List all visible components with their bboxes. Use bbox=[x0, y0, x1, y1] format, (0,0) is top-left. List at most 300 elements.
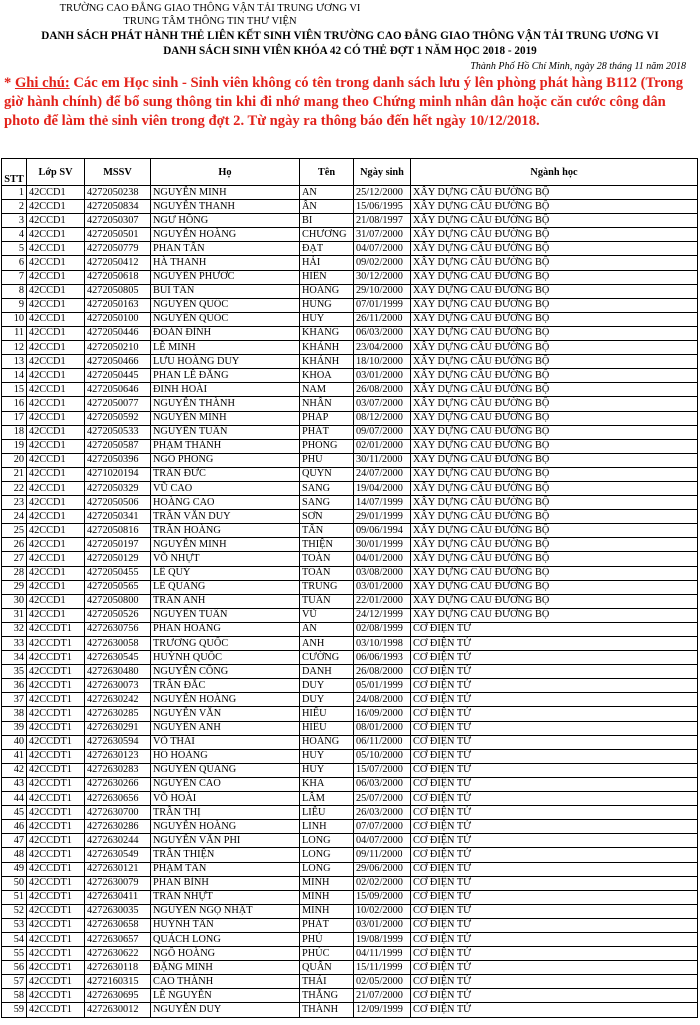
cell-birth-date: 19/08/1999 bbox=[354, 932, 411, 946]
cell-last-name: NGUYỄN MINH bbox=[151, 186, 300, 200]
header-major: Ngành học bbox=[411, 159, 698, 186]
cell-birth-date: 26/11/2000 bbox=[354, 312, 411, 326]
cell-major: CƠ ĐIỆN TỬ bbox=[411, 890, 698, 904]
cell-first-name: HUY bbox=[300, 763, 354, 777]
cell-stt: 40 bbox=[2, 735, 27, 749]
cell-class: 42CCDT1 bbox=[27, 989, 85, 1003]
cell-major: XÂY DỰNG CẦU ĐƯỜNG BỘ bbox=[411, 369, 698, 383]
cell-major: CƠ ĐIỆN TỬ bbox=[411, 721, 698, 735]
cell-last-name: NGUYỄN QUỐC bbox=[151, 312, 300, 326]
table-row bbox=[2, 637, 698, 651]
cell-major: CƠ ĐIỆN TỬ bbox=[411, 932, 698, 946]
cell-last-name: NGUYỄN HOÀNG bbox=[151, 820, 300, 834]
cell-student-id: 4272630121 bbox=[85, 862, 151, 876]
cell-stt: 59 bbox=[2, 1003, 27, 1017]
cell-first-name: ANH bbox=[300, 637, 354, 651]
cell-last-name: NGUYỄN QUỐC bbox=[151, 298, 300, 312]
cell-last-name: PHẠM THÀNH bbox=[151, 439, 300, 453]
cell-stt: 15 bbox=[2, 383, 27, 397]
cell-first-name: HOÀNG bbox=[300, 735, 354, 749]
table-row bbox=[2, 806, 698, 820]
table-row bbox=[2, 735, 698, 749]
cell-major: XÂY DỰNG CẦU ĐƯỜNG BỘ bbox=[411, 228, 698, 242]
cell-birth-date: 30/12/2000 bbox=[354, 270, 411, 284]
cell-student-id: 4272050307 bbox=[85, 214, 151, 228]
cell-class: 42CCDT1 bbox=[27, 777, 85, 791]
table-row bbox=[2, 383, 698, 397]
cell-major: XÂY DỰNG CẦU ĐƯỜNG BỘ bbox=[411, 411, 698, 425]
table-row bbox=[2, 312, 698, 326]
cell-last-name: NGUYỄN QUANG bbox=[151, 763, 300, 777]
cell-birth-date: 15/09/2000 bbox=[354, 890, 411, 904]
cell-class: 42CCD1 bbox=[27, 369, 85, 383]
cell-first-name: QUYN bbox=[300, 467, 354, 481]
cell-class: 42CCD1 bbox=[27, 439, 85, 453]
cell-major: XÂY DỰNG CẦU ĐƯỜNG BỘ bbox=[411, 355, 698, 369]
cell-last-name: VŨ CAO bbox=[151, 481, 300, 495]
cell-birth-date: 09/11/2000 bbox=[354, 848, 411, 862]
cell-birth-date: 15/07/2000 bbox=[354, 763, 411, 777]
cell-first-name: BI bbox=[300, 214, 354, 228]
cell-stt: 8 bbox=[2, 284, 27, 298]
cell-last-name: HỒ HOÀNG bbox=[151, 749, 300, 763]
cell-first-name: HIẾU bbox=[300, 707, 354, 721]
cell-last-name: LÊ QUÝ bbox=[151, 566, 300, 580]
cell-first-name: TẤN bbox=[300, 524, 354, 538]
cell-major: XÂY DỰNG CẦU ĐƯỜNG BỘ bbox=[411, 594, 698, 608]
table-row bbox=[2, 961, 698, 975]
table-row bbox=[2, 510, 698, 524]
cell-last-name: PHẠM TẤN bbox=[151, 862, 300, 876]
cell-birth-date: 06/11/2000 bbox=[354, 735, 411, 749]
cell-last-name: HUỲNH QUỐC bbox=[151, 651, 300, 665]
cell-birth-date: 25/12/2000 bbox=[354, 186, 411, 200]
cell-student-id: 4272630700 bbox=[85, 806, 151, 820]
cell-first-name: ÂN bbox=[300, 200, 354, 214]
cell-birth-date: 02/02/2000 bbox=[354, 876, 411, 890]
cell-first-name: AN bbox=[300, 186, 354, 200]
cell-major: CƠ ĐIỆN TỬ bbox=[411, 989, 698, 1003]
cell-stt: 23 bbox=[2, 496, 27, 510]
cell-major: XÂY DỰNG CẦU ĐƯỜNG BỘ bbox=[411, 608, 698, 622]
cell-stt: 1 bbox=[2, 186, 27, 200]
cell-first-name: LINH bbox=[300, 820, 354, 834]
cell-birth-date: 02/05/2000 bbox=[354, 975, 411, 989]
cell-first-name: HÙNG bbox=[300, 298, 354, 312]
note-prefix: * bbox=[4, 75, 15, 91]
cell-major: CƠ ĐIỆN TỬ bbox=[411, 763, 698, 777]
cell-birth-date: 24/12/1999 bbox=[354, 608, 411, 622]
cell-birth-date: 04/11/1999 bbox=[354, 947, 411, 961]
cell-major: XÂY DỰNG CẦU ĐƯỜNG BỘ bbox=[411, 341, 698, 355]
cell-student-id: 4271020194 bbox=[85, 467, 151, 481]
cell-class: 42CCD1 bbox=[27, 270, 85, 284]
cell-class: 42CCD1 bbox=[27, 538, 85, 552]
cell-last-name: NGUYỄN MINH bbox=[151, 411, 300, 425]
cell-last-name: BÙI TẤN bbox=[151, 284, 300, 298]
cell-stt: 19 bbox=[2, 439, 27, 453]
cell-major: XÂY DỰNG CẦU ĐƯỜNG BỘ bbox=[411, 256, 698, 270]
cell-major: CƠ ĐIỆN TỬ bbox=[411, 876, 698, 890]
cell-birth-date: 03/01/2000 bbox=[354, 580, 411, 594]
cell-major: CƠ ĐIỆN TỬ bbox=[411, 918, 698, 932]
cell-birth-date: 03/01/2000 bbox=[354, 369, 411, 383]
cell-major: CƠ ĐIỆN TỬ bbox=[411, 792, 698, 806]
table-row bbox=[2, 749, 698, 763]
cell-stt: 26 bbox=[2, 538, 27, 552]
cell-last-name: TRẦN HOÀNG bbox=[151, 524, 300, 538]
cell-class: 42CCDT1 bbox=[27, 707, 85, 721]
cell-stt: 3 bbox=[2, 214, 27, 228]
cell-birth-date: 09/07/2000 bbox=[354, 425, 411, 439]
cell-last-name: NGUYỄN ANH bbox=[151, 721, 300, 735]
cell-last-name: VÕ NHỰT bbox=[151, 552, 300, 566]
cell-stt: 56 bbox=[2, 961, 27, 975]
cell-birth-date: 18/10/2000 bbox=[354, 355, 411, 369]
cell-major: CƠ ĐIỆN TỬ bbox=[411, 834, 698, 848]
school-name: TRƯỜNG CAO ĐẲNG GIAO THÔNG VẬN TẢI TRUNG ƯƠNG VI bbox=[59, 3, 361, 14]
cell-first-name: HIỀN bbox=[300, 270, 354, 284]
cell-birth-date: 04/07/2000 bbox=[354, 834, 411, 848]
cell-student-id: 4272050129 bbox=[85, 552, 151, 566]
cell-birth-date: 09/02/2000 bbox=[354, 256, 411, 270]
cell-stt: 34 bbox=[2, 651, 27, 665]
cell-class: 42CCDT1 bbox=[27, 904, 85, 918]
cell-first-name: SƠN bbox=[300, 510, 354, 524]
table-row bbox=[2, 186, 698, 200]
table-row bbox=[2, 693, 698, 707]
cell-last-name: NGUYỄN MINH bbox=[151, 538, 300, 552]
cell-major: CƠ ĐIỆN TỬ bbox=[411, 961, 698, 975]
cell-first-name: HIẾU bbox=[300, 721, 354, 735]
table-row bbox=[2, 200, 698, 214]
cell-first-name: SANG bbox=[300, 496, 354, 510]
cell-student-id: 4272050238 bbox=[85, 186, 151, 200]
cell-birth-date: 23/04/2000 bbox=[354, 341, 411, 355]
cell-birth-date: 26/03/2000 bbox=[354, 806, 411, 820]
cell-birth-date: 03/10/1998 bbox=[354, 637, 411, 651]
cell-first-name: HUY bbox=[300, 749, 354, 763]
cell-class: 42CCDT1 bbox=[27, 693, 85, 707]
table-row bbox=[2, 228, 698, 242]
cell-last-name: ĐOÀN ĐÌNH bbox=[151, 326, 300, 340]
cell-class: 42CCD1 bbox=[27, 496, 85, 510]
cell-last-name: PHAN TẤN bbox=[151, 242, 300, 256]
cell-first-name: KHÁNH bbox=[300, 341, 354, 355]
cell-student-id: 4272050341 bbox=[85, 510, 151, 524]
table-row bbox=[2, 411, 698, 425]
cell-class: 42CCDT1 bbox=[27, 806, 85, 820]
cell-class: 42CCD1 bbox=[27, 594, 85, 608]
cell-class: 42CCDT1 bbox=[27, 932, 85, 946]
cell-student-id: 4272630123 bbox=[85, 749, 151, 763]
cell-major: XÂY DỰNG CẦU ĐƯỜNG BỘ bbox=[411, 214, 698, 228]
table-row bbox=[2, 679, 698, 693]
cell-birth-date: 16/09/2000 bbox=[354, 707, 411, 721]
cell-stt: 58 bbox=[2, 989, 27, 1003]
cell-student-id: 4272050466 bbox=[85, 355, 151, 369]
cell-class: 42CCDT1 bbox=[27, 735, 85, 749]
cell-student-id: 4272630058 bbox=[85, 637, 151, 651]
cell-class: 42CCDT1 bbox=[27, 820, 85, 834]
cell-first-name: MINH bbox=[300, 904, 354, 918]
table-row bbox=[2, 608, 698, 622]
table-row bbox=[2, 298, 698, 312]
cell-last-name: HUỲNH TẤN bbox=[151, 918, 300, 932]
cell-student-id: 4272630266 bbox=[85, 777, 151, 791]
table-row bbox=[2, 214, 698, 228]
cell-birth-date: 15/11/1999 bbox=[354, 961, 411, 975]
table-row bbox=[2, 538, 698, 552]
cell-birth-date: 24/08/2000 bbox=[354, 693, 411, 707]
cell-class: 42CCDT1 bbox=[27, 665, 85, 679]
cell-stt: 43 bbox=[2, 777, 27, 791]
cell-first-name: KHANG bbox=[300, 326, 354, 340]
cell-class: 42CCD1 bbox=[27, 383, 85, 397]
table-row bbox=[2, 932, 698, 946]
cell-first-name: CHƯƠNG bbox=[300, 228, 354, 242]
cell-student-id: 4272630411 bbox=[85, 890, 151, 904]
cell-birth-date: 02/01/2000 bbox=[354, 439, 411, 453]
table-row bbox=[2, 792, 698, 806]
cell-student-id: 4272630012 bbox=[85, 1003, 151, 1017]
cell-class: 42CCDT1 bbox=[27, 862, 85, 876]
cell-class: 42CCD1 bbox=[27, 298, 85, 312]
cell-birth-date: 08/01/2000 bbox=[354, 721, 411, 735]
cell-class: 42CCDT1 bbox=[27, 975, 85, 989]
table-row bbox=[2, 341, 698, 355]
cell-first-name: TOÀN bbox=[300, 552, 354, 566]
cell-last-name: LƯU HOÀNG DUY bbox=[151, 355, 300, 369]
cell-student-id: 4272050396 bbox=[85, 453, 151, 467]
cell-student-id: 4272630286 bbox=[85, 820, 151, 834]
cell-student-id: 4272050834 bbox=[85, 200, 151, 214]
cell-student-id: 4272630657 bbox=[85, 932, 151, 946]
cell-stt: 12 bbox=[2, 341, 27, 355]
cell-first-name: PHÚ bbox=[300, 453, 354, 467]
cell-stt: 44 bbox=[2, 792, 27, 806]
cell-student-id: 4272050805 bbox=[85, 284, 151, 298]
cell-last-name: NGUYỄN PHƯỚC bbox=[151, 270, 300, 284]
cell-birth-date: 03/01/2000 bbox=[354, 918, 411, 932]
table-header-row bbox=[2, 159, 698, 186]
cell-major: XÂY DỰNG CẦU ĐƯỜNG BỘ bbox=[411, 467, 698, 481]
cell-class: 42CCDT1 bbox=[27, 721, 85, 735]
cell-major: XÂY DỰNG CẦU ĐƯỜNG BỘ bbox=[411, 496, 698, 510]
cell-student-id: 4272050779 bbox=[85, 242, 151, 256]
cell-birth-date: 29/06/2000 bbox=[354, 862, 411, 876]
cell-major: CƠ ĐIỆN TỬ bbox=[411, 693, 698, 707]
cell-first-name: CƯỜNG bbox=[300, 651, 354, 665]
cell-first-name: LIỄU bbox=[300, 806, 354, 820]
cell-stt: 14 bbox=[2, 369, 27, 383]
cell-student-id: 4272050445 bbox=[85, 369, 151, 383]
cell-first-name: DUY bbox=[300, 693, 354, 707]
header-stt: STT bbox=[2, 159, 27, 186]
table-row bbox=[2, 496, 698, 510]
cell-stt: 21 bbox=[2, 467, 27, 481]
cell-first-name: VŨ bbox=[300, 608, 354, 622]
cell-birth-date: 05/01/1999 bbox=[354, 679, 411, 693]
cell-major: CƠ ĐIỆN TỬ bbox=[411, 777, 698, 791]
cell-student-id: 4272630594 bbox=[85, 735, 151, 749]
cell-birth-date: 04/07/2000 bbox=[354, 242, 411, 256]
cell-first-name: THÁI bbox=[300, 975, 354, 989]
table-row bbox=[2, 918, 698, 932]
cell-student-id: 4272630656 bbox=[85, 792, 151, 806]
cell-stt: 17 bbox=[2, 411, 27, 425]
table-row bbox=[2, 707, 698, 721]
cell-birth-date: 19/04/2000 bbox=[354, 481, 411, 495]
cell-stt: 11 bbox=[2, 326, 27, 340]
cell-stt: 18 bbox=[2, 425, 27, 439]
cell-birth-date: 04/01/2000 bbox=[354, 552, 411, 566]
cell-last-name: NGUYỄN TUẤN bbox=[151, 608, 300, 622]
table-row bbox=[2, 848, 698, 862]
table-row bbox=[2, 975, 698, 989]
cell-first-name: PHÚC bbox=[300, 947, 354, 961]
note-paragraph bbox=[4, 74, 694, 131]
cell-student-id: 4272630283 bbox=[85, 763, 151, 777]
cell-birth-date: 08/12/2000 bbox=[354, 411, 411, 425]
cell-class: 42CCD1 bbox=[27, 411, 85, 425]
cell-class: 42CCDT1 bbox=[27, 1003, 85, 1017]
cell-last-name: TRẦN THỊ bbox=[151, 806, 300, 820]
cell-first-name: LONG bbox=[300, 834, 354, 848]
table-row bbox=[2, 524, 698, 538]
cell-first-name: PHÁT bbox=[300, 425, 354, 439]
cell-first-name: KHA bbox=[300, 777, 354, 791]
cell-major: XÂY DỰNG CẦU ĐƯỜNG BỘ bbox=[411, 580, 698, 594]
cell-student-id: 4272050446 bbox=[85, 326, 151, 340]
table-row bbox=[2, 947, 698, 961]
cell-student-id: 4272050210 bbox=[85, 341, 151, 355]
cell-stt: 5 bbox=[2, 242, 27, 256]
student-table bbox=[1, 158, 698, 1018]
cell-class: 42CCD1 bbox=[27, 552, 85, 566]
table-row bbox=[2, 777, 698, 791]
cell-class: 42CCD1 bbox=[27, 397, 85, 411]
cell-last-name: NGÔ HOÀNG bbox=[151, 947, 300, 961]
table-row bbox=[2, 876, 698, 890]
cell-first-name: KHOA bbox=[300, 369, 354, 383]
cell-first-name: AN bbox=[300, 622, 354, 636]
cell-stt: 55 bbox=[2, 947, 27, 961]
cell-stt: 24 bbox=[2, 510, 27, 524]
cell-class: 42CCDT1 bbox=[27, 834, 85, 848]
cell-class: 42CCDT1 bbox=[27, 651, 85, 665]
cell-first-name: HOÀNG bbox=[300, 284, 354, 298]
cell-major: XÂY DỰNG CẦU ĐƯỜNG BỘ bbox=[411, 200, 698, 214]
cell-major: XÂY DỰNG CẦU ĐƯỜNG BỘ bbox=[411, 298, 698, 312]
cell-first-name: MINH bbox=[300, 876, 354, 890]
cell-class: 42CCD1 bbox=[27, 186, 85, 200]
cell-student-id: 4272630244 bbox=[85, 834, 151, 848]
table-row bbox=[2, 834, 698, 848]
cell-stt: 36 bbox=[2, 679, 27, 693]
cell-first-name: DANH bbox=[300, 665, 354, 679]
table-row bbox=[2, 256, 698, 270]
cell-birth-date: 14/07/1999 bbox=[354, 496, 411, 510]
cell-stt: 57 bbox=[2, 975, 27, 989]
cell-student-id: 4272050506 bbox=[85, 496, 151, 510]
header-first-name: Tên bbox=[300, 159, 354, 186]
cell-major: CƠ ĐIỆN TỬ bbox=[411, 679, 698, 693]
cell-birth-date: 24/07/2000 bbox=[354, 467, 411, 481]
cell-stt: 32 bbox=[2, 622, 27, 636]
document-subtitle: DANH SÁCH SINH VIÊN KHÓA 42 CÓ THẺ ĐỢT 1 NĂM HỌC 2018 - 2019 bbox=[163, 45, 537, 57]
cell-class: 42CCD1 bbox=[27, 510, 85, 524]
header-class: Lớp SV bbox=[27, 159, 85, 186]
cell-class: 42CCDT1 bbox=[27, 918, 85, 932]
cell-class: 42CCD1 bbox=[27, 284, 85, 298]
cell-birth-date: 22/01/2000 bbox=[354, 594, 411, 608]
table-row bbox=[2, 425, 698, 439]
cell-major: XÂY DỰNG CẦU ĐƯỜNG BỘ bbox=[411, 284, 698, 298]
cell-last-name: TRẦN NHỰT bbox=[151, 890, 300, 904]
cell-stt: 33 bbox=[2, 637, 27, 651]
table-row bbox=[2, 989, 698, 1003]
cell-last-name: TRẦN THIỆN bbox=[151, 848, 300, 862]
cell-major: CƠ ĐIỆN TỬ bbox=[411, 848, 698, 862]
cell-stt: 41 bbox=[2, 749, 27, 763]
cell-first-name: MINH bbox=[300, 890, 354, 904]
cell-major: XÂY DỰNG CẦU ĐƯỜNG BỘ bbox=[411, 510, 698, 524]
cell-last-name: NGUYỄN VĂN PHI bbox=[151, 834, 300, 848]
cell-first-name: ĐẠT bbox=[300, 242, 354, 256]
cell-major: CƠ ĐIỆN TỬ bbox=[411, 975, 698, 989]
cell-major: CƠ ĐIỆN TỬ bbox=[411, 622, 698, 636]
cell-class: 42CCD1 bbox=[27, 608, 85, 622]
cell-stt: 51 bbox=[2, 890, 27, 904]
cell-major: XÂY DỰNG CẦU ĐƯỜNG BỘ bbox=[411, 453, 698, 467]
cell-student-id: 4272050501 bbox=[85, 228, 151, 242]
cell-last-name: NGUYỄN THANH bbox=[151, 200, 300, 214]
cell-last-name: TRẦN VĂN DUY bbox=[151, 510, 300, 524]
cell-major: XÂY DỰNG CẦU ĐƯỜNG BỘ bbox=[411, 481, 698, 495]
cell-major: CƠ ĐIỆN TỬ bbox=[411, 947, 698, 961]
cell-birth-date: 31/07/2000 bbox=[354, 228, 411, 242]
cell-first-name: HUY bbox=[300, 312, 354, 326]
cell-stt: 30 bbox=[2, 594, 27, 608]
cell-birth-date: 06/03/2000 bbox=[354, 777, 411, 791]
cell-last-name: ĐINH HOÀI bbox=[151, 383, 300, 397]
cell-major: CƠ ĐIỆN TỬ bbox=[411, 820, 698, 834]
cell-last-name: TRẦN ANH bbox=[151, 594, 300, 608]
cell-major: XÂY DỰNG CẦU ĐƯỜNG BỘ bbox=[411, 524, 698, 538]
table-row bbox=[2, 890, 698, 904]
cell-student-id: 4272630622 bbox=[85, 947, 151, 961]
table-row bbox=[2, 1003, 698, 1017]
cell-class: 42CCD1 bbox=[27, 580, 85, 594]
header-last-name: Họ bbox=[151, 159, 300, 186]
cell-student-id: 4272050329 bbox=[85, 481, 151, 495]
table-row bbox=[2, 580, 698, 594]
cell-first-name: NAM bbox=[300, 383, 354, 397]
cell-first-name: LÂM bbox=[300, 792, 354, 806]
cell-class: 42CCD1 bbox=[27, 355, 85, 369]
cell-birth-date: 26/08/2000 bbox=[354, 383, 411, 397]
cell-birth-date: 29/10/2000 bbox=[354, 284, 411, 298]
cell-last-name: NGUYỄN VĂN bbox=[151, 707, 300, 721]
date-line: Thành Phố Hồ Chí Minh, ngày 28 tháng 11 năm 2018 bbox=[470, 61, 686, 72]
cell-birth-date: 05/10/2000 bbox=[354, 749, 411, 763]
cell-student-id: 4272050646 bbox=[85, 383, 151, 397]
cell-stt: 4 bbox=[2, 228, 27, 242]
cell-major: CƠ ĐIỆN TỬ bbox=[411, 904, 698, 918]
table-row bbox=[2, 242, 698, 256]
cell-student-id: 4272630695 bbox=[85, 989, 151, 1003]
